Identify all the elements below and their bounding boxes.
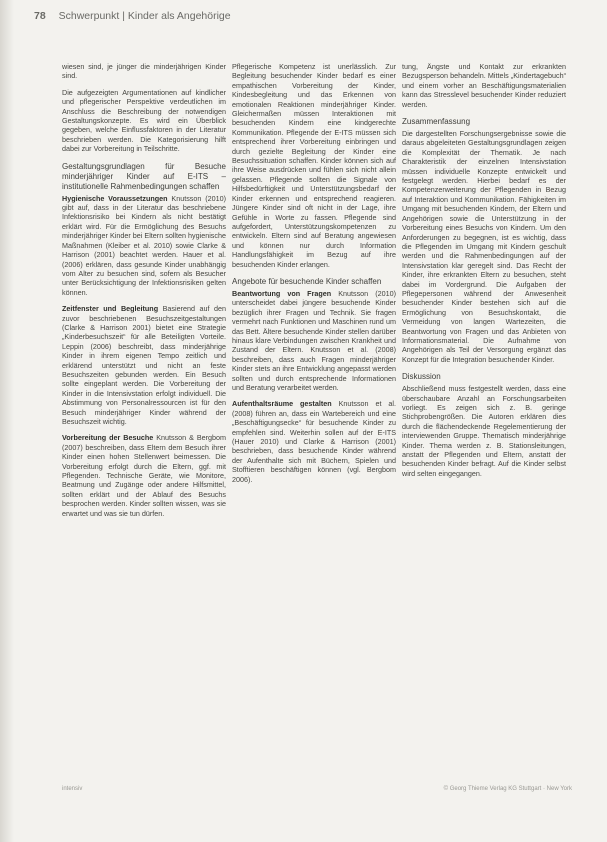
- paragraph-lead: Hygienische Voraussetzungen: [62, 193, 168, 203]
- paragraph: Hygienische Voraussetzungen Knutsson (2010) gibt auf, dass in der Literatur das beschriebene Infektionsrisiko bei Kindern als nicht bestätigt erklärt wird. Für die Ermöglichung des Besuchs minderjähriger Kinder bei Eltern sollten hygienische Maßnahmen (Kleiber et al. 2010) sowie Clarke & Harrison (2001) beachtet werden. Hauer et al. (2006) erklären, dass gesunde Kinder unabhängig vom Alter zu besuchen sind, sofern als Besucher unter Berücksichtigung der Infektionsrisiken gelten können.: [62, 193, 226, 297]
- section-heading: Angebote für besuchende Kinder schaffen: [232, 276, 382, 286]
- section-heading: Gestaltungsgrundlagen für Besuche minderjähriger Kinder auf E-ITS – institutionelle Rahmenbedingungen schaffen: [62, 161, 226, 191]
- text-column-3: [402, 62, 566, 782]
- paragraph: Beantwortung von Fragen Knutsson (2010) unterscheidet dabei jüngere besuchende Kinder bezüglich ihrer Fragen und Technik. Sie fragen vermehrt nach Funktionen und Maschinen rund um das Bett. Ältere besuchende Kinder stellen darüber hinaus klare Verbindungen zwischen Krankheit und Zustand der Eltern. Knutsson et al. (2008) beschreiben, dass auch Fragen minderjähriger Kinder stets an ihre Entwicklung angepasst werden sollten und durch entsprechende Informationen und Beratung verarbeitet werden.: [232, 288, 396, 392]
- section-heading: Diskussion: [402, 372, 441, 382]
- paragraph: wiesen sind, je jünger die minderjährigen Kinder sind.: [62, 62, 226, 81]
- paragraph: Die dargestellten Forschungsergebnisse sowie die daraus abgeleiteten Gestaltungsgrundlagen zeigen die Komplexität der Thematik. Je nach Charakteristik der einzelnen Intensivstation müssen individuelle Konzepte entwickelt und festgelegt werden. Hierbei bedarf es der Kompetenzerweiterung der Pflegenden in Bezug auf Interaktion und Kommunikation. Fähigkeiten im Umgang mit besuchenden Kindern, der Eltern und Angehörigen sowie die Unterstützung in der Vorbereitung eines Besuchs von Kindern. Um den Anforderungen zu begegnen, ist es wichtig, dass die Pflegenden im Umgang mit Kindern geschult werden und die Rahmenbedingungen auf der Intensivstation klar geregelt sind. Das Recht der Kinder, ihre erkrankten Eltern zu besuchen, steht dabei im Vordergrund. Die Aufgaben der Pflegepersonen während der Anwesenheit besuchender Kinder bestehen sich auf die Ermöglichung von Besuchskontakt, die Vermeidung von langen Wartezeiten, die Beantwortung von Fragen und das Anbieten von Informationsmaterial. Die Aufnahme von Angehörigen als Teil der Versorgung ergänzt das Konzept für die Integration besuchender Kinder.: [402, 129, 566, 364]
- page-footer: [62, 786, 572, 792]
- footer-copyright: © Georg Thieme Verlag KG Stuttgart · New York: [443, 786, 572, 792]
- paragraph: tung, Ängste und Kontakt zur erkrankten Bezugsperson behandeln. Mittels „Kindertagebuch“ und einem vorher an Beschäftigungsmaterialien kann das Stresslevel besuchender Kinder reduziert werden.: [402, 62, 566, 109]
- paragraph-lead: Zeitfenster und Begleitung: [62, 304, 159, 314]
- paragraph: Abschließend muss festgestellt werden, dass eine überschaubare Anzahl an Forschungsarbeiten vorliegt. Es zeigen sich z. B. geringe Stichprobengrößen. Die Autoren erklären dies durch die flächendeckende Regelementierung der interviewenden Gruppe. Thematisch minderjährige Kinder. Thema werden z. B. Stationsleitungen, anstatt der Pflegenden und Eltern, anstatt der besuchenden Kinder befragt. Auf die Kinder selbst wird selten eingegangen.: [402, 384, 566, 478]
- paragraph-lead: Beantwortung von Fragen: [232, 288, 332, 298]
- paragraph: Die aufgezeigten Argumentationen auf kindlicher und pflegerischer Perspektive verdeutlichen im Anschluss die Beschreibung der notwendigen Gestaltungskonzepte. Es wird ein Überblick gegeben, welche Einflussfaktoren in der Literatur beschrieben werden. Die Kategorisierung hilft dabei zur Vorbereitung in Teilschritte.: [62, 87, 226, 154]
- section-heading: Zusammenfassung: [402, 117, 471, 127]
- page-header: [34, 10, 574, 22]
- paragraph: Pflegerische Kompetenz ist unerlässlich. Zur Begleitung besuchender Kinder bedarf es einer empathischen Vorbereitung der Kinder, Kindesbegleitung und das Erkennen von emotionalen Reaktionen minderjähriger Kinder. Gleichermaßen müssen Interaktionen mit besuchenden Kindern eine kindgerechte Kommunikation. Pflegende der E-ITS müssen sich entsprechend ihrer Vorbereitung einbringen und durch gezielte Begleitung der Kinder eine Besuchssituation schaffen. Kinder können sich auf ihre Weise ausdrücken und fühlen sich nicht allein gelassen. Pflegende sollten die Signale von Hilfsbedürftigkeit und Unterstützungsbedarf der Kinder erkennen und entsprechend reagieren. Jüngere Kinder sind oft nicht in der Lage, ihre Gefühle in Worte zu fassen. Pflegende sind aufgefordert, Unterstützungskompetenzen zu entwickeln. Eltern sind auf Beratung angewiesen und können nur durch Information Handlungsfähigkeit im Bezug auf ihre besuchenden Kinder erlangen.: [232, 62, 396, 269]
- paragraph: Vorbereitung der Besuche Knutsson & Bergbom (2007) beschreiben, dass Eltern dem Besuch ihrer Kinder einen hohen Stellenwert beimessen. Die Vorbereitung erfolgt durch die Eltern, ggf. mit Pflegenden. Technische Geräte, wie Monitore, Beatmung und Zugänge oder andere Hilfsmittel, sollten erklärt und der Ablauf des Besuchs besprochen werden. Kinder sollten wissen, was sie erwartet und was sie tun dürfen.: [62, 433, 226, 518]
- text-column-2: [232, 62, 396, 782]
- page-fold-shadow: [0, 0, 14, 842]
- page-number: 78: [34, 10, 46, 22]
- paragraph-lead: Vorbereitung der Besuche: [62, 433, 154, 443]
- paragraph-lead: Aufenthaltsräume gestalten: [232, 399, 332, 409]
- paragraph: Zeitfenster und Begleitung Basierend auf den zuvor beschriebenen Besuchszeitgestaltungen (Clarke & Harrison 2001) bietet eine Strategie „Kinderbesuchszeit“ für alle Beteiligten Vorteile. Leppin (2006) beschreibt, dass minderjährige Kinder in ihrem eigenen Tempo zeitlich und erklärend unterstützt und nicht an feste Besuchszeiten gebunden werden. Ein Besuch sollte eingeplant werden. Die Vorbereitung der Kinder in die Intensivstation erfolgt individuell. Die Abstimmung von Personalressourcen ist für den Besuch minderjähriger Kinder während der Besuchszeit wichtig.: [62, 304, 226, 426]
- paragraph: Aufenthaltsräume gestalten Knutsson et al. (2008) führen an, dass ein Wartebereich und eine „Beschäftigungsecke“ für besuchende Kinder zu empfehlen sind. Weiterhin sollen auf der E-ITS (Hauer 2010) und Clarke & Harrison (2001) beschrieben, dass besuchende Kinder während der Aufenthalte sich mit Büchern, Spielen und Stofftieren beschäftigen können (vgl. Bergbom 2006).: [232, 399, 396, 484]
- text-column-1: [62, 62, 226, 782]
- footer-journal: intensiv: [62, 786, 83, 792]
- running-title: Schwerpunkt | Kinder als Angehörige: [58, 10, 231, 22]
